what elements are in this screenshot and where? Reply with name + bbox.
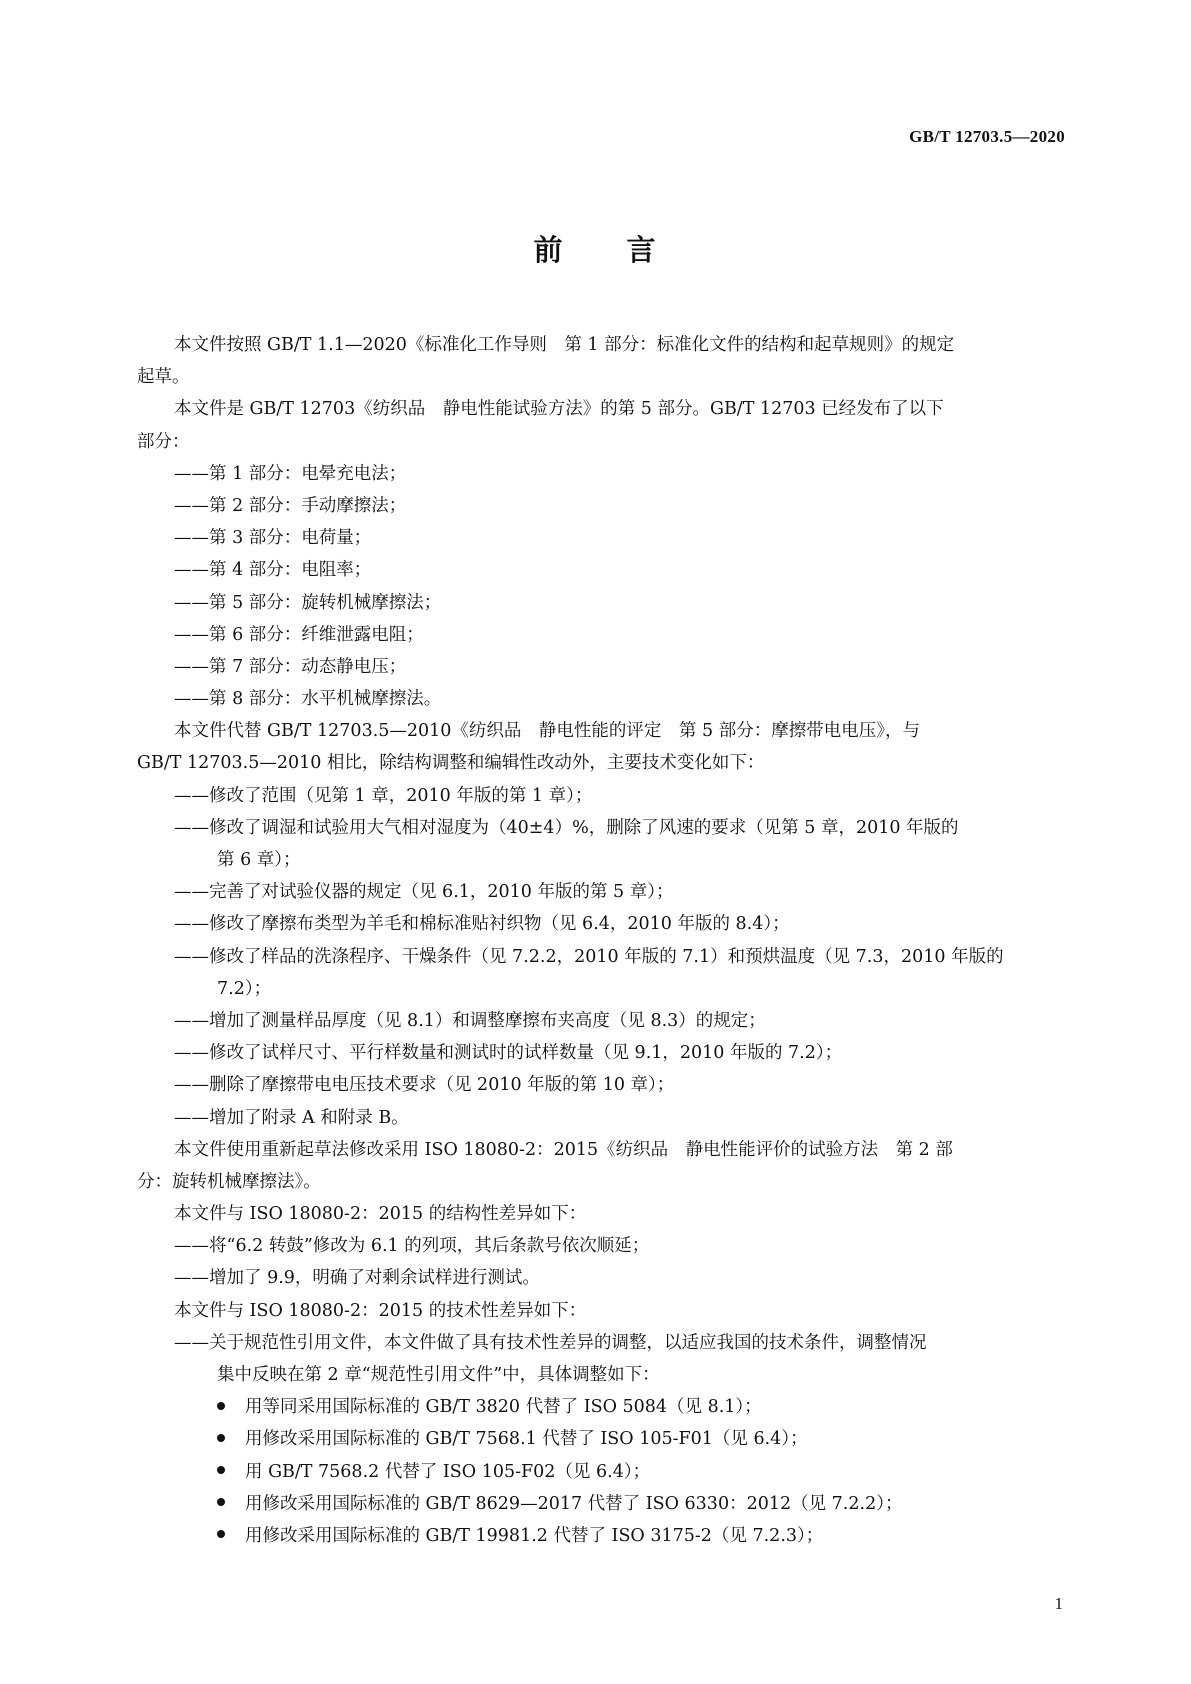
- bullet-item: [137, 1456, 1063, 1488]
- page-number: 1: [1054, 1594, 1063, 1613]
- list-item: ——修改了摩擦布类型为羊毛和棉标准贴衬织物（见 6.4，2010 年版的 8.4）；: [174, 914, 790, 935]
- list-item: ——关于规范性引用文件，本文件做了具有技术性差异的调整，以适应我国的技术条件，调整情况: [174, 1332, 927, 1353]
- bullet-icon: [217, 1530, 225, 1538]
- list-item: ——第 7 部分：动态静电压；: [174, 656, 407, 677]
- list-item: ——增加了 9.9，明确了对剩余试样进行测试。: [174, 1268, 540, 1289]
- bullet-icon: [217, 1466, 225, 1474]
- bullet-text: 用 GB/T 7568.2 代替了 ISO 105-F02（见 6.4）；: [245, 1461, 651, 1482]
- list-item: ——将“6.2 转鼓”修改为 6.1 的列项，其后条款号依次顺延；: [174, 1236, 650, 1257]
- list-item: ——增加了测量样品厚度（见 8.1）和调整摩擦布夹高度（见 8.3）的规定；: [174, 1010, 766, 1031]
- bullet-text: 用修改采用国际标准的 GB/T 19981.2 代替了 ISO 3175-2（见 7.2.3）；: [245, 1525, 824, 1546]
- page-title: [0, 228, 1191, 269]
- list-item: ——增加了附录 A 和附录 B。: [174, 1107, 409, 1128]
- list-item: ——修改了范围（见第 1 章，2010 年版的第 1 章）；: [174, 785, 593, 806]
- paragraph-line: 本文件是 GB/T 12703《纺织品 静电性能试验方法》的第 5 部分。GB/T 12703 已经发布了以下: [174, 399, 944, 420]
- list-item: ——删除了摩擦带电电压技术要求（见 2010 年版的第 10 章）；: [174, 1075, 675, 1096]
- list-item: 第 6 章）；: [217, 850, 301, 870]
- document-body: [137, 329, 1063, 1552]
- bullet-item: [137, 1488, 1063, 1520]
- list-item: ——第 3 部分：电荷量；: [174, 528, 372, 549]
- list-item: ——第 4 部分：电阻率；: [174, 560, 372, 581]
- document-number: GB/T 12703.5—2020: [909, 127, 1065, 146]
- paragraph-line: 本文件按照 GB/T 1.1—2020《标准化工作导则 第 1 部分：标准化文件的结构和起草规则》的规定: [174, 335, 955, 355]
- bullet-item: [137, 1520, 1063, 1552]
- page-title-part-2: 言: [626, 233, 658, 267]
- bullet-text: 用修改采用国际标准的 GB/T 8629—2017 代替了 ISO 6330：2012（见 7.2.2）；: [245, 1493, 903, 1514]
- bullet-text: 用修改采用国际标准的 GB/T 7568.1 代替了 ISO 105-F01（见 6.4）；: [245, 1429, 808, 1450]
- list-item: ——第 6 部分：纤维泄露电阻；: [174, 624, 424, 645]
- bullet-icon: [217, 1498, 225, 1506]
- list-item: 7.2）；: [217, 978, 272, 999]
- paragraph-line: 本文件代替 GB/T 12703.5—2010《纺织品 静电性能的评定 第 5 部分：摩擦带电电压》，与: [174, 721, 920, 742]
- list-item: 集中反映在第 2 章“规范性引用文件”中，具体调整如下：: [217, 1365, 660, 1385]
- list-item: ——第 5 部分：旋转机械摩擦法；: [174, 592, 442, 613]
- paragraph-line: GB/T 12703.5—2010 相比，除结构调整和编辑性改动外，主要技术变化如下：: [137, 753, 765, 774]
- list-item: ——修改了样品的洗涤程序、干燥条件（见 7.2.2，2010 年版的 7.1）和预烘温度（见 7.3，2010 年版的: [174, 946, 1004, 967]
- list-item: ——第 2 部分：手动摩擦法；: [174, 495, 407, 516]
- paragraph-line: 本文件与 ISO 18080-2：2015 的结构性差异如下：: [174, 1204, 587, 1225]
- paragraph-line: 本文件与 ISO 18080-2：2015 的技术性差异如下：: [174, 1300, 587, 1321]
- list-item: ——完善了对试验仪器的规定（见 6.1，2010 年版的第 5 章）；: [174, 882, 674, 903]
- bullet-icon: [217, 1434, 225, 1442]
- list-item: ——第 8 部分：水平机械摩擦法。: [174, 689, 442, 710]
- list-item: ——第 1 部分：电晕充电法；: [174, 463, 407, 484]
- bullet-text: 用等同采用国际标准的 GB/T 3820 代替了 ISO 5084（见 8.1）；: [245, 1397, 762, 1418]
- page-title-part-1: 前: [533, 233, 565, 267]
- bullet-item: [137, 1391, 1063, 1423]
- paragraph-line: 起草。: [137, 367, 190, 388]
- paragraph-line: 部分：: [137, 431, 190, 452]
- list-item: ——修改了调湿和试验用大气相对湿度为（40±4）%，删除了风速的要求（见第 5 章，2010 年版的: [174, 817, 959, 838]
- bullet-icon: [217, 1402, 225, 1410]
- list-item: ——修改了试样尺寸、平行样数量和测试时的试样数量（见 9.1，2010 年版的 7.2）；: [174, 1043, 843, 1064]
- paragraph-line: 分：旋转机械摩擦法》。: [137, 1171, 321, 1192]
- paragraph-line: 本文件使用重新起草法修改采用 ISO 18080-2：2015《纺织品 静电性能评价的试验方法 第 2 部: [174, 1139, 953, 1160]
- bullet-item: [137, 1423, 1063, 1455]
